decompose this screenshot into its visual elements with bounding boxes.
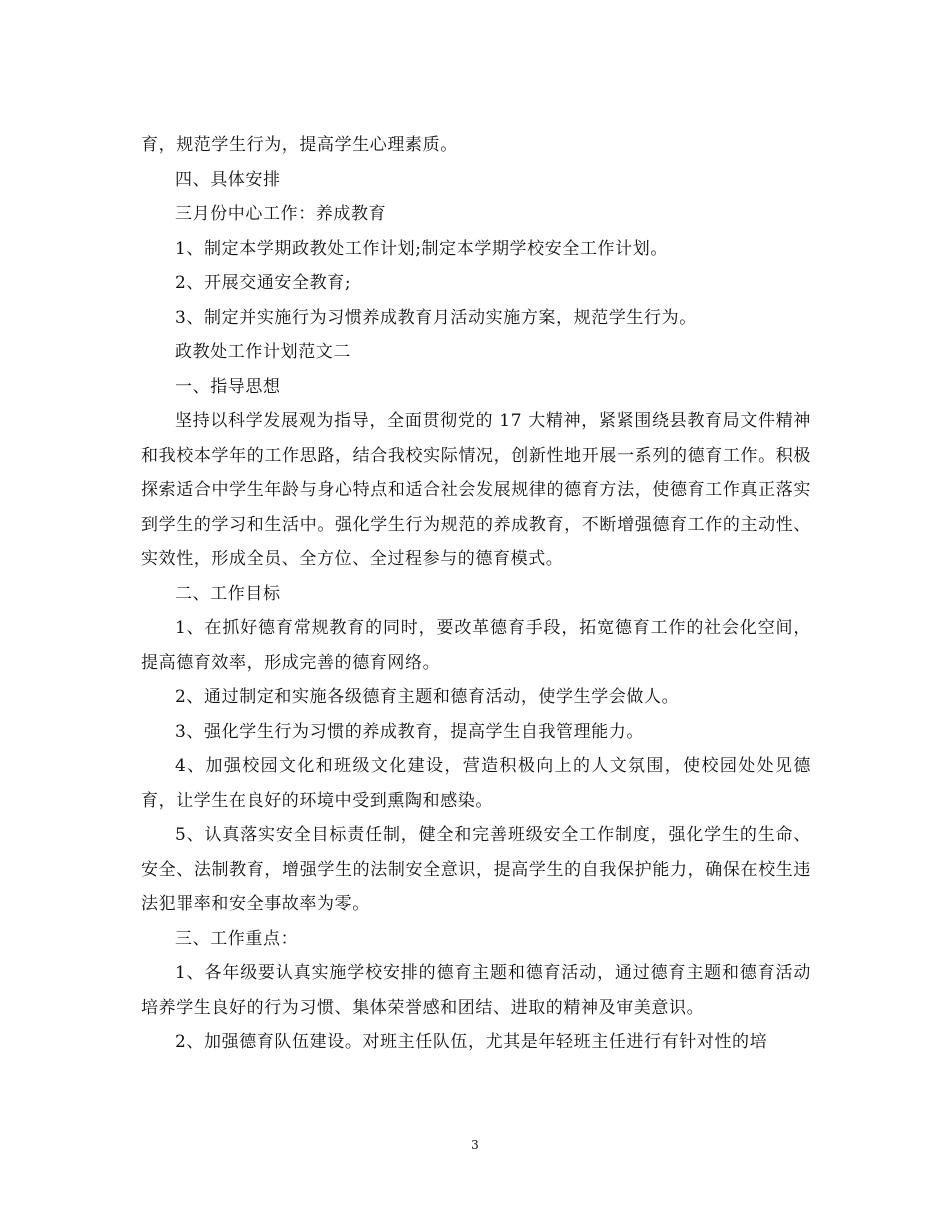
list-item: 2、开展交通安全教育; xyxy=(175,273,352,293)
document-body xyxy=(141,128,811,1060)
paragraph-march-focus: 三月份中心工作：养成教育 xyxy=(175,204,387,224)
list-item: 3、制定并实施行为习惯养成教育月活动实施方案，规范学生行为。 xyxy=(175,307,697,328)
section-heading-guiding-ideology: 一、指导思想 xyxy=(175,376,281,397)
list-item: 2、通过制定和实施各级德育主题和德育活动，使学生学会做人。 xyxy=(175,687,680,707)
section-heading-specific-arrangements: 四、具体安排 xyxy=(175,169,281,190)
list-item: 5、认真落实安全目标责任制，健全和完善班级安全工作制度，强化学生的生命、安全、法制教育，增强学生的法制安全意识，提高学生的自我保护能力，确保在校生违法犯罪率和安全事故率为零。 xyxy=(141,825,811,914)
section-heading-work-goals: 二、工作目标 xyxy=(175,583,281,604)
paragraph-guiding-ideology: 坚持以科学发展观为指导，全面贯彻党的 17 大精神，紧紧围绕县教育局文件精神和我校本学年的工作思路，结合我校实际情况，创新性地开展一系列的德育工作。积极探索适合中学生年龄与身心特点和适合社会发展规律的德育方法，使德育工作真正落实到学生的学习和生活中。强化学生行为规范的养成教育，不断增强德育工作的主动性、实效性，形成全员、全方位、全过程参与的德育模式。 xyxy=(141,411,811,569)
list-item: 2、加强德育队伍建设。对班主任队伍，尤其是年轻班主任进行有针对性的培 xyxy=(175,1032,768,1052)
document-subtitle: 政教处工作计划范文二 xyxy=(175,342,351,362)
list-item: 1、各年级要认真实施学校安排的德育主题和德育活动，通过德育主题和德育活动培养学生良好的行为习惯、集体荣誉感和团结、进取的精神及审美意识。 xyxy=(141,963,811,1018)
list-item: 1、在抓好德育常规教育的同时，要改革德育手段，拓宽德育工作的社会化空间，提高德育效率，形成完善的德育网络。 xyxy=(141,618,811,673)
page-number: 3 xyxy=(471,1138,479,1152)
list-item: 4、加强校园文化和班级文化建设，营造积极向上的人文氛围，使校园处处见德育，让学生在良好的环境中受到熏陶和感染。 xyxy=(141,756,811,811)
section-heading-work-priorities: 三、工作重点： xyxy=(175,928,299,949)
list-item: 1、制定本学期政教处工作计划;制定本学期学校安全工作计划。 xyxy=(175,238,668,259)
paragraph-continuation: 育，规范学生行为，提高学生心理素质。 xyxy=(141,135,458,155)
list-item: 3、强化学生行为习惯的养成教育，提高学生自我管理能力。 xyxy=(175,721,645,742)
